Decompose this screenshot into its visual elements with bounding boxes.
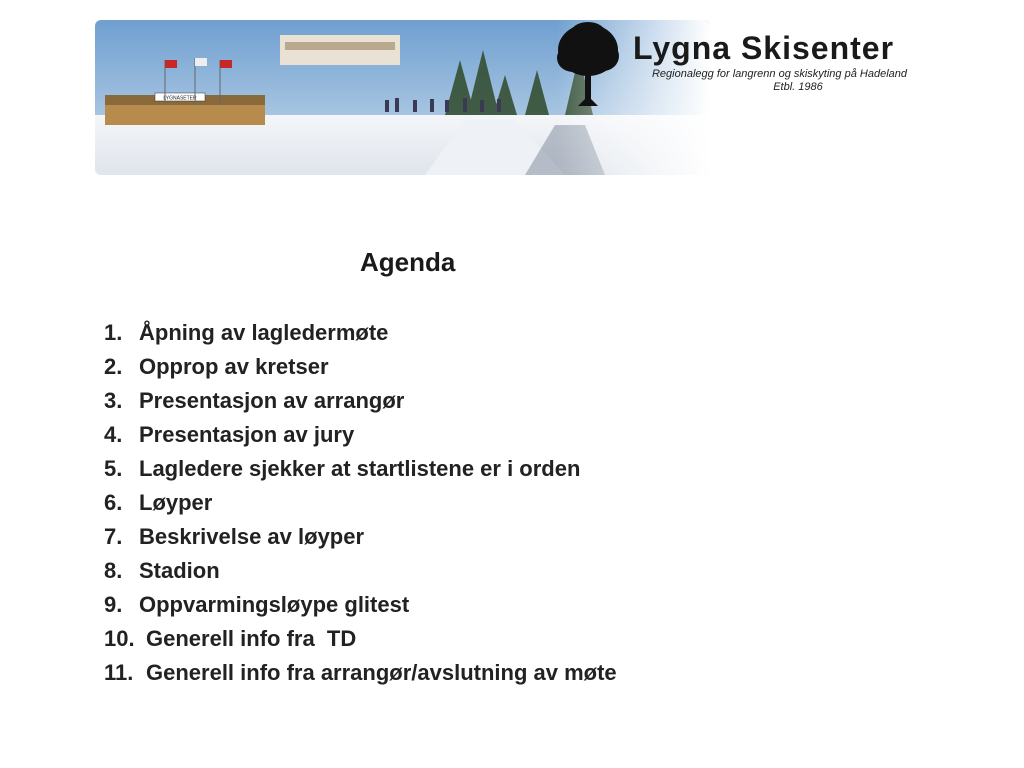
agenda-item-label: Generell info fra arrangør/avslutning av møte: [146, 660, 617, 685]
header-banner: [95, 20, 925, 175]
agenda-item-number: 6.: [104, 490, 123, 515]
agenda-item-label: Løyper: [139, 490, 213, 515]
agenda-item: [104, 452, 617, 486]
agenda-item-label: Oppvarmingsløype glitest: [139, 592, 410, 617]
agenda-item-label: Beskrivelse av løyper: [139, 524, 365, 549]
agenda-list: [104, 316, 617, 690]
agenda-title: Agenda: [360, 247, 456, 277]
agenda-item-label: Presentasjon av jury: [139, 422, 355, 447]
agenda-item-number: 11.: [104, 660, 134, 685]
logo-established: Etbl. 1986: [773, 81, 823, 93]
agenda-item-number: 5.: [104, 456, 123, 481]
agenda-item-number: 2.: [104, 354, 123, 379]
agenda-item: [104, 588, 617, 622]
agenda-item: [104, 656, 617, 690]
agenda-item-label: Stadion: [139, 558, 220, 583]
agenda-item: [104, 486, 617, 520]
agenda-item-label: Åpning av lagledermøte: [139, 320, 389, 345]
agenda-item-number: 7.: [104, 524, 123, 549]
agenda-item-label: Lagledere sjekker at startlistene er i orden: [139, 456, 581, 481]
agenda-item: [104, 520, 617, 554]
logo-title: Lygna Skisenter: [633, 30, 895, 66]
agenda-item-label: Generell info fra TD: [146, 626, 357, 651]
lygna-logo: [633, 28, 923, 94]
agenda-item-number: 1.: [104, 320, 123, 345]
agenda-item: [104, 316, 617, 350]
logo-subtitle: Regionalegg for langrenn og skiskyting på Hadeland: [651, 68, 907, 80]
agenda-item-number: 8.: [104, 558, 123, 583]
agenda-item-number: 3.: [104, 388, 123, 413]
agenda-item: [104, 384, 617, 418]
agenda-item-number: 4.: [104, 422, 123, 447]
tree-logo-icon: [553, 20, 623, 110]
agenda-item-label: Presentasjon av arrangør: [139, 388, 405, 413]
agenda-item-number: 9.: [104, 592, 123, 617]
agenda-item-label: Opprop av kretser: [139, 354, 329, 379]
agenda-item: [104, 350, 617, 384]
agenda-item-number: 10.: [104, 626, 135, 651]
agenda-item: [104, 418, 617, 452]
agenda-item: [104, 622, 617, 656]
agenda-item: [104, 554, 617, 588]
